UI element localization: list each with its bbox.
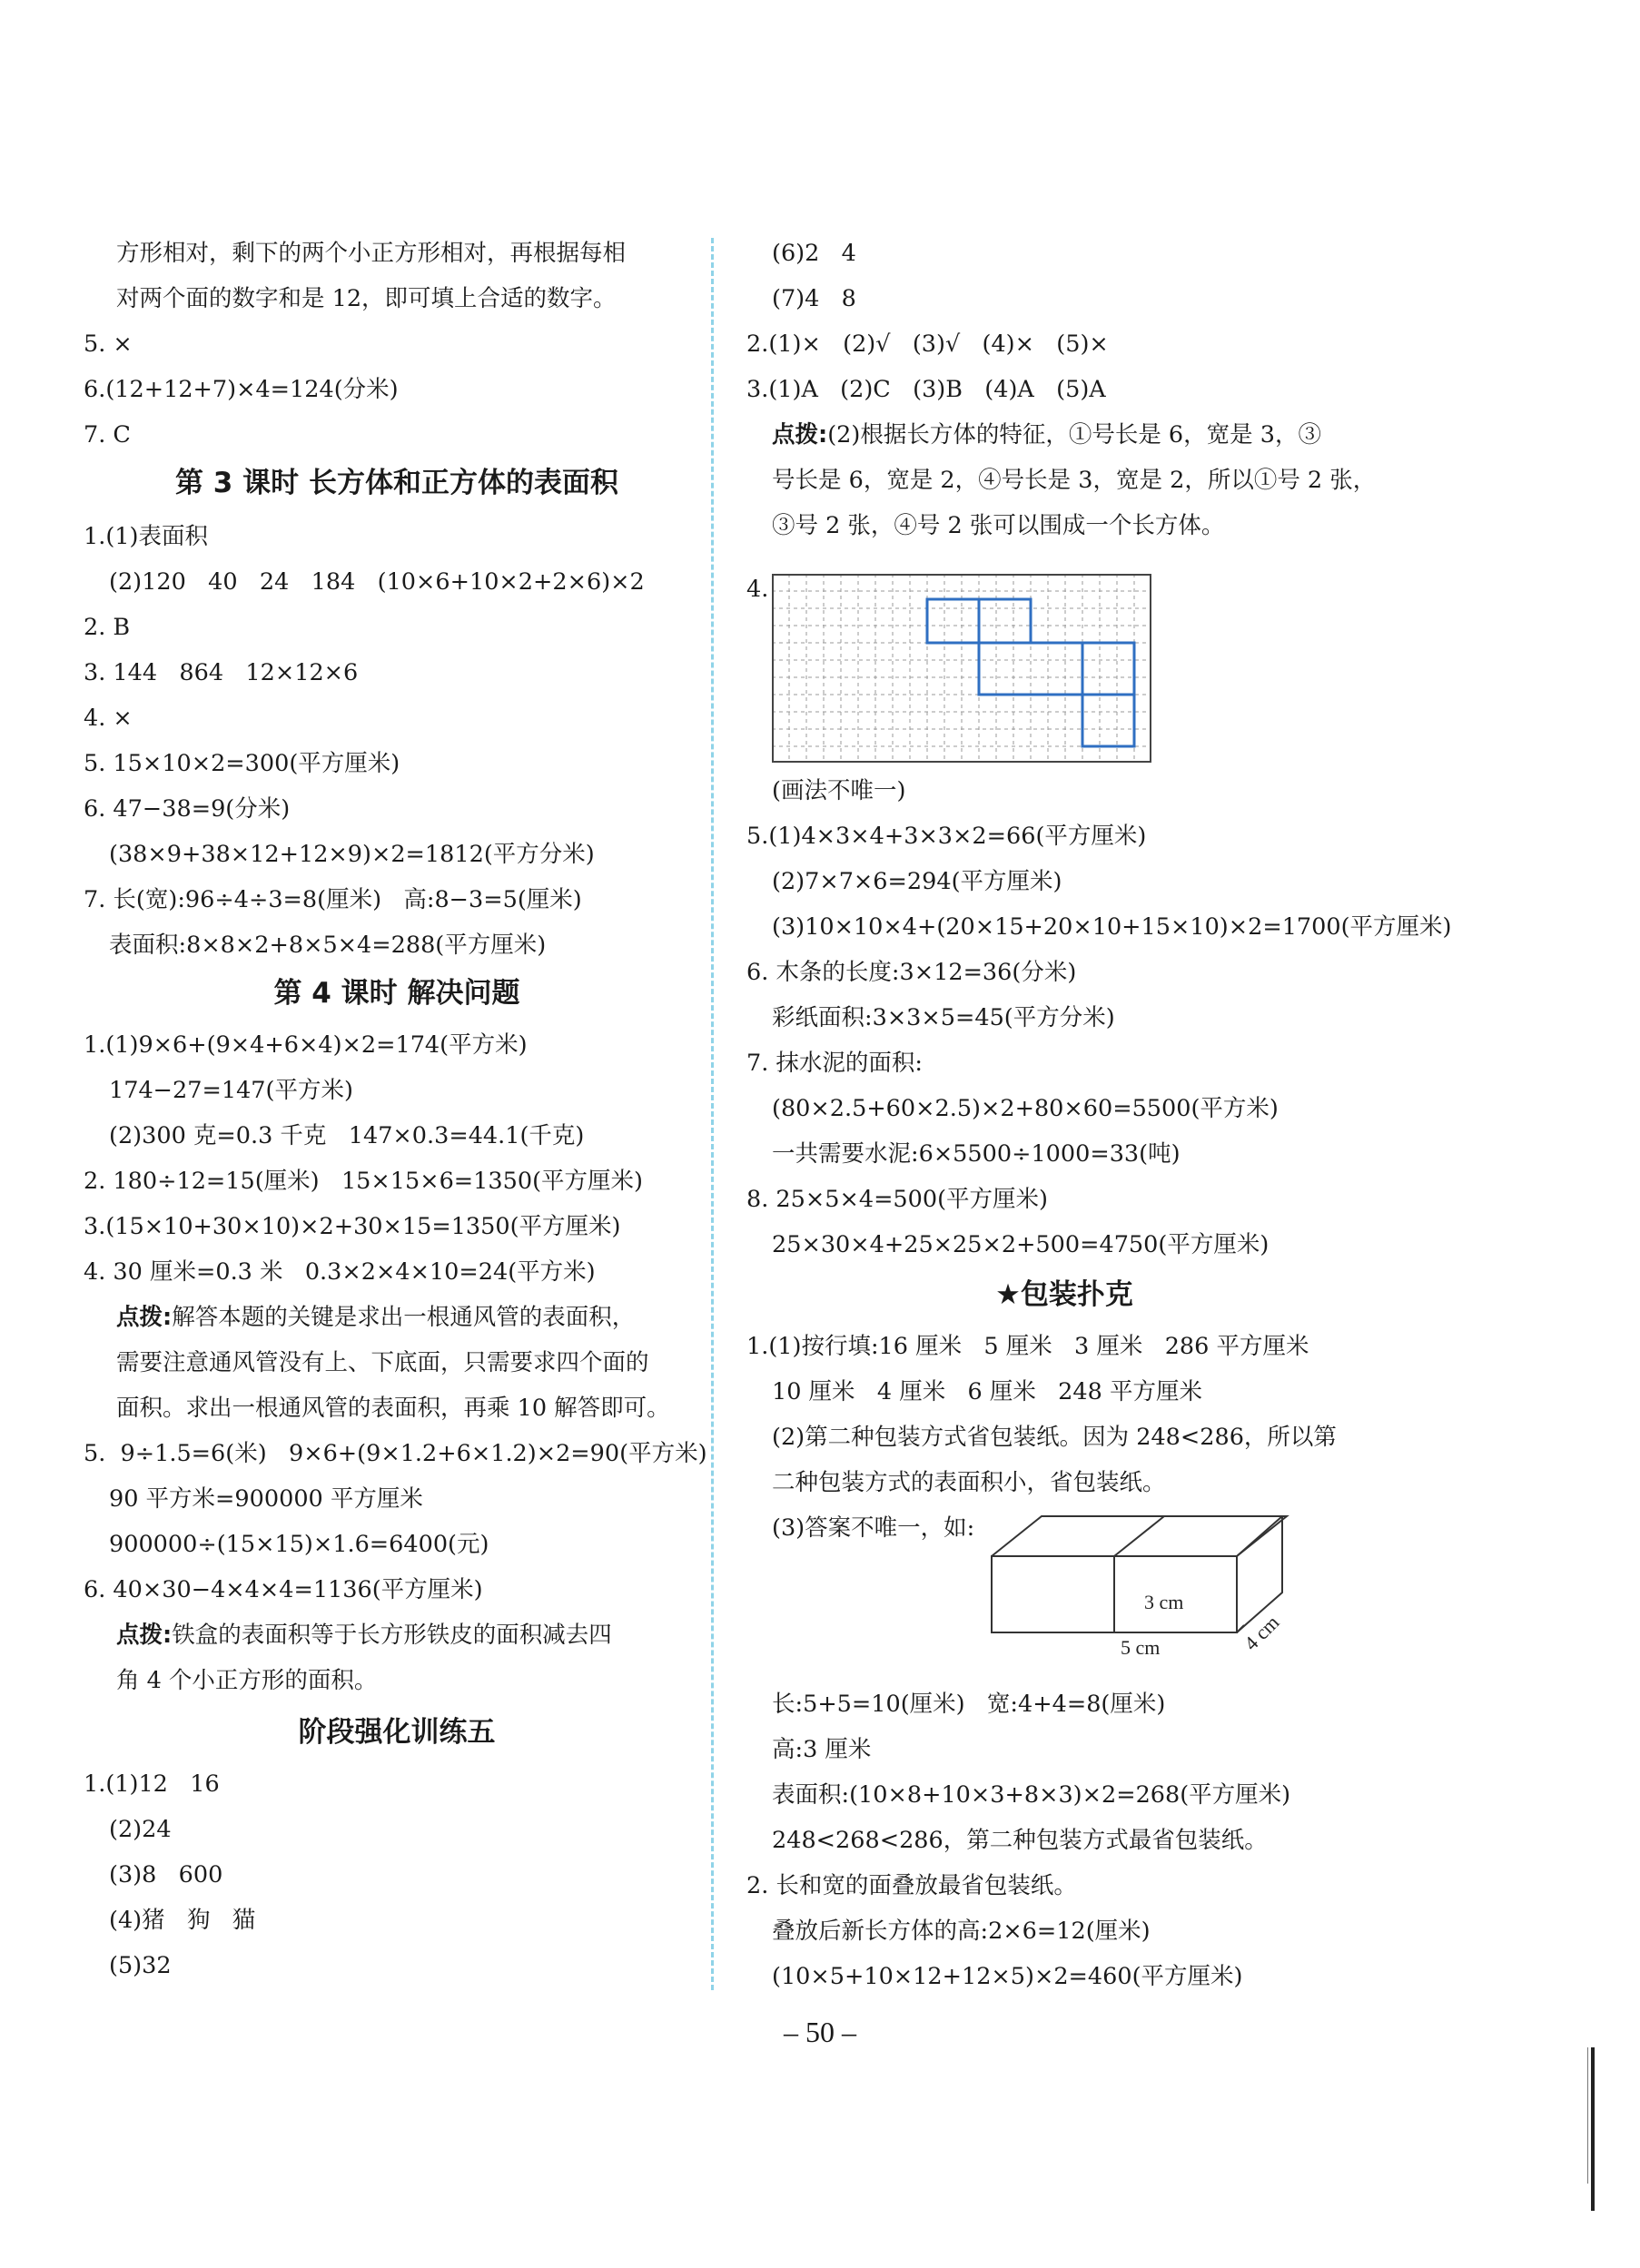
text-line: 900000÷(15×15)×1.6=6400(元): [109, 1531, 489, 1558]
text-line: (2)24: [109, 1816, 172, 1843]
text-line: 一共需要水泥:6×5500÷1000=33(吨): [772, 1140, 1181, 1168]
text-line: 1.(1)9×6+(9×4+6×4)×2=174(平方米): [84, 1031, 528, 1059]
text-line: 对两个面的数字和是 12，即可填上合适的数字。: [116, 285, 617, 312]
text-line: 5. 9÷1.5=6(米) 9×6+(9×1.2+6×1.2)×2=90(平方米): [84, 1440, 707, 1467]
text-line: (3)10×10×4+(20×15+20×10+15×10)×2=1700(平方厘米): [772, 913, 1452, 941]
text-line: 4. ×: [84, 705, 133, 732]
text-line: (6)2 4: [772, 240, 856, 267]
text-line: 6.(12+12+7)×4=124(分米): [84, 376, 399, 403]
grid-net-figure: [772, 574, 1153, 764]
net-face: [927, 599, 979, 643]
hint-text: 铁盒的表面积等于长方形铁皮的面积减去四: [172, 1622, 612, 1649]
text-line: (2)第二种包装方式省包装纸。因为 248<286，所以第: [772, 1424, 1337, 1451]
text-line: 2.(1)× (2)√ (3)√ (4)× (5)×: [746, 330, 1109, 358]
grid-lines: [772, 574, 1151, 763]
height-label: 3 cm: [1144, 1591, 1184, 1613]
text-line: (80×2.5+60×2.5)×2+80×60=5500(平方米): [772, 1095, 1279, 1122]
text-line: (3)答案不唯一，如:: [772, 1514, 975, 1542]
hint-line: [116, 1302, 635, 1333]
text-line: (2)300 克=0.3 千克 147×0.3=44.1(千克): [109, 1122, 585, 1149]
text-line: 248<268<286，第二种包装方式最省包装纸。: [772, 1827, 1268, 1854]
net-face: [1082, 643, 1134, 695]
text-line: 174−27=147(平方米): [109, 1077, 353, 1104]
hint-text: 解答本题的关键是求出一根通风管的表面积，: [172, 1304, 636, 1331]
text-line: (2)120 40 24 184 (10×6+10×2+2×6)×2: [109, 568, 645, 596]
cuboid-side-top-edge: [1237, 1516, 1282, 1556]
text-line: 长:5+5=10(厘米) 宽:4+4=8(厘米): [772, 1691, 1166, 1718]
hint-line: [116, 1620, 612, 1651]
text-line: 方形相对，剩下的两个小正方形相对，再根据每相: [116, 240, 627, 267]
text-line: (2)7×7×6=294(平方厘米): [772, 868, 1062, 895]
text-line: 1.(1)按行填:16 厘米 5 厘米 3 厘米 286 平方厘米: [746, 1333, 1309, 1360]
text-line: 1.(1)12 16: [84, 1770, 220, 1798]
text-line: 2. 长和宽的面叠放最省包装纸。: [746, 1872, 1077, 1899]
text-line: 6. 木条的长度:3×12=36(分米): [746, 959, 1077, 986]
text-line: 角 4 个小正方形的面积。: [116, 1667, 378, 1694]
text-line: 7. 抹水泥的面积:: [746, 1050, 924, 1077]
net-face: [1082, 695, 1134, 746]
text-line: 3. 144 864 12×12×6: [84, 659, 359, 686]
page-number: – 50 –: [784, 2016, 856, 2048]
hint-text: (2)根据长方体的特征，①号长是 6，宽是 3，③: [827, 421, 1321, 449]
text-line: 需要注意通风管没有上、下底面，只需要求四个面的: [116, 1349, 649, 1376]
text-line: (38×9+38×12+12×9)×2=1812(平方分米): [109, 841, 595, 868]
text-line: 8. 25×5×4=500(平方厘米): [746, 1186, 1048, 1213]
width-label: 4 cm: [1240, 1611, 1284, 1655]
text-line: 4. 30 厘米=0.3 米 0.3×2×4×10=24(平方米): [84, 1258, 596, 1286]
text-line: (画法不唯一): [772, 777, 906, 804]
cuboid-figure: [973, 1509, 1246, 1659]
scan-edge-line-thin: [1587, 2047, 1588, 2184]
text-line: 2. 180÷12=15(厘米) 15×15×6=1350(平方厘米): [84, 1168, 643, 1195]
scan-edge-line: [1591, 2047, 1595, 2211]
text-line: 6. 47−38=9(分米): [84, 795, 291, 823]
text-line: ③号 2 张，④号 2 张可以围成一个长方体。: [772, 512, 1225, 539]
cuboid-top-mid-line: [1114, 1516, 1164, 1556]
text-line: 25×30×4+25×25×2+500=4750(平方厘米): [772, 1231, 1270, 1258]
cuboid-side: [1237, 1509, 1291, 1663]
hint-label: 点拨:: [116, 1304, 173, 1331]
text-line: 6. 40×30−4×4×4=1136(平方厘米): [84, 1576, 483, 1603]
text-line: 彩纸面积:3×3×5=45(平方分米): [772, 1004, 1115, 1031]
net-face: [979, 599, 1031, 643]
text-line: 3.(15×10+30×10)×2+30×15=1350(平方厘米): [84, 1213, 621, 1240]
text-line: (5)32: [109, 1952, 172, 1979]
text-line: 7. C: [84, 421, 131, 449]
text-line: 10 厘米 4 厘米 6 厘米 248 平方厘米: [772, 1378, 1202, 1405]
text-line: (3)8 600: [109, 1861, 223, 1888]
text-line: 7. 长(宽):96÷4÷3=8(厘米) 高:8−3=5(厘米): [84, 886, 582, 913]
hint-label: 点拨:: [772, 421, 828, 449]
section-heading: 第 3 课时 长方体和正方体的表面积: [175, 467, 618, 499]
text-line: (7)4 8: [772, 285, 856, 312]
section-heading: 阶段强化训练五: [298, 1716, 496, 1749]
text-line: (4)猪 狗 猫: [109, 1907, 256, 1934]
column-divider: [711, 238, 714, 1990]
text-line: 号长是 6，宽是 2，④号长是 3，宽是 2，所以①号 2 张，: [772, 467, 1377, 494]
text-line: 表面积:(10×8+10×3+8×3)×2=268(平方厘米): [772, 1781, 1291, 1809]
text-line: 4.: [746, 576, 769, 603]
text-line: 5. ×: [84, 330, 133, 358]
text-line: 2. B: [84, 614, 131, 641]
section-heading: 第 4 课时 解决问题: [273, 977, 520, 1010]
length-label: 5 cm: [1121, 1636, 1161, 1659]
section-heading: ★包装扑克: [995, 1278, 1133, 1311]
hint-label: 点拨:: [116, 1622, 173, 1649]
cuboid-side-edges: [1237, 1516, 1282, 1632]
text-line: 二种包装方式的表面积小，省包装纸。: [772, 1469, 1166, 1496]
text-line: 3.(1)A (2)C (3)B (4)A (5)A: [746, 376, 1106, 403]
text-line: 1.(1)表面积: [84, 523, 208, 550]
text-line: 叠放后新长方体的高:2×6=12(厘米): [772, 1918, 1151, 1945]
text-line: 表面积:8×8×2+8×5×4=288(平方厘米): [109, 932, 547, 959]
text-line: 高:3 厘米: [772, 1736, 872, 1763]
cuboid-net: [927, 599, 1134, 746]
text-line: 90 平方米=900000 平方厘米: [109, 1485, 423, 1513]
text-line: (10×5+10×12+12×5)×2=460(平方厘米): [772, 1963, 1243, 1990]
text-line: 面积。求出一根通风管的表面积，再乘 10 解答即可。: [116, 1395, 670, 1422]
hint-line: [772, 419, 1321, 450]
text-line: 5. 15×10×2=300(平方厘米): [84, 750, 400, 777]
text-line: 5.(1)4×3×4+3×3×2=66(平方厘米): [746, 823, 1147, 850]
